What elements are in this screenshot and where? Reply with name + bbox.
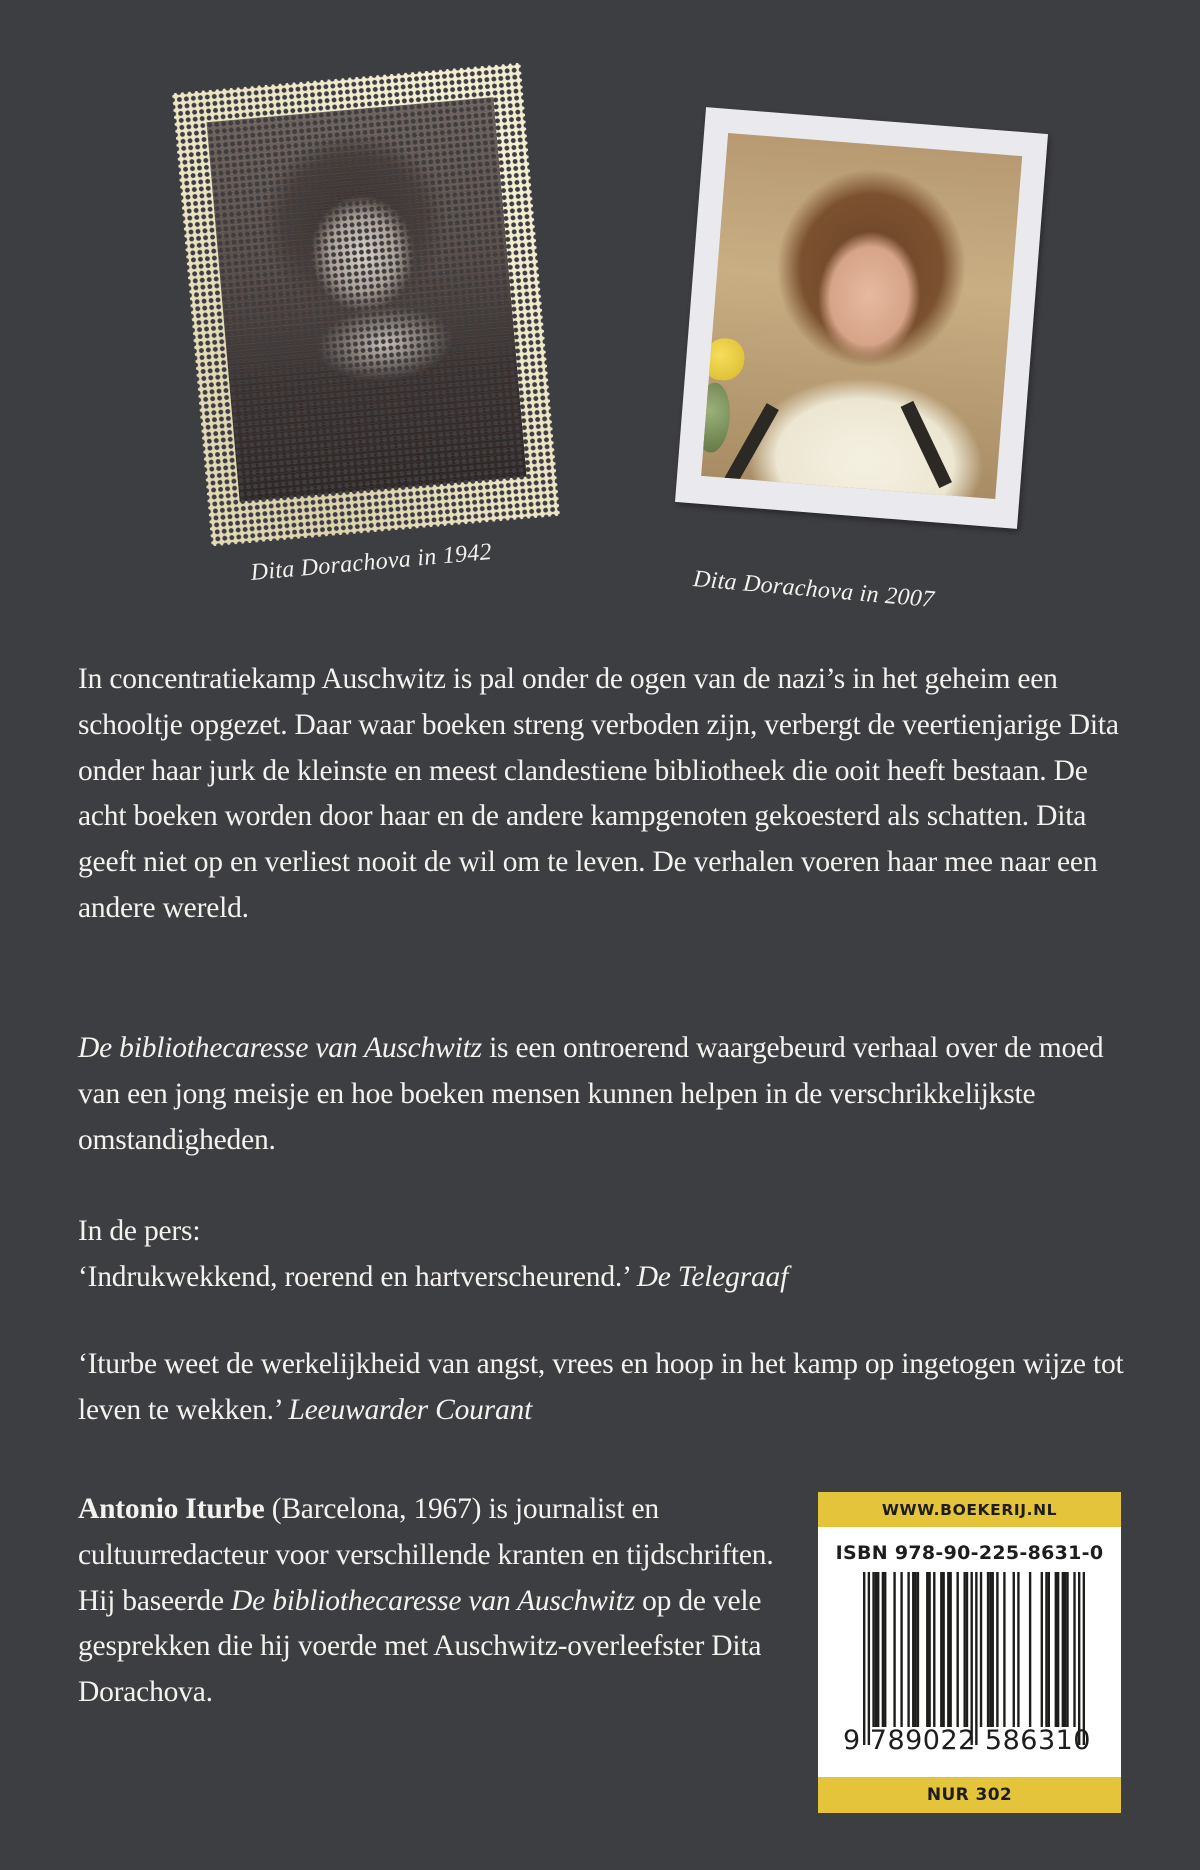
press-quote-2 [78, 1342, 1140, 1434]
isbn-label: ISBN 978-90-225-8631-0 [835, 1542, 1104, 1564]
book-title: De bibliothecaresse van Auschwitz [78, 1032, 482, 1064]
press-quote: ‘Iturbe weet de werkelijkheid van angst, vrees en hoop in het kamp op ingetogen wijze tot leven te wekken.’ Leeuwarder Courant [78, 1348, 1124, 1426]
yellow-rose [703, 337, 746, 382]
ean-digits: 9 789022 586310 [843, 1725, 1091, 1756]
bag-strap [901, 401, 952, 488]
polaroid-photo-2007 [675, 107, 1048, 529]
portrait-elderly-dita [701, 133, 1022, 499]
summary-paragraph [78, 1026, 1140, 1163]
vintage-photo-1942 [172, 63, 560, 547]
nur-code: NUR 302 [818, 1777, 1121, 1813]
portrait-young-dita [207, 97, 527, 502]
book-title: De bibliothecaresse van Auschwitz [231, 1584, 635, 1617]
press-heading: In de pers: [78, 1215, 201, 1247]
quote-source: De Telegraaf [636, 1260, 789, 1293]
publisher-website: WWW.BOEKERIJ.NL [818, 1492, 1121, 1527]
press-section [78, 1209, 1140, 1301]
ean-barcode [863, 1572, 1085, 1745]
rose-leaf [701, 381, 732, 453]
caption-2007: Dita Dorachova in 2007 [692, 566, 936, 614]
blurb-text: In concentratiekamp Auschwitz is pal onder de ogen van de nazi’s in het geheim een schooltje opgezet. Daar waar boeken streng verboden zijn, verbergt de veertienjarige Dita onder haar jurk de kleinste en meest clandestiene bibliotheek die ooit heeft bestaan. De acht boeken worden door haar en de andere kampgenoten gekoesterd als schatten. Dita geeft niet op en verliest nooit de wil om te leven. De verhalen voeren haar mee naar een andere wereld. [78, 663, 1119, 924]
blurb-paragraph [78, 657, 1140, 932]
caption-1942: Dita Dorachova in 1942 [249, 539, 493, 587]
bag-strap [722, 403, 779, 488]
author-name: Antonio Iturbe [78, 1493, 265, 1525]
press-quote: ‘Indrukwekkend, roerend en hartverscheurend.’ De Telegraaf [78, 1260, 789, 1293]
barcode-box [818, 1492, 1121, 1813]
quote-source: Leeuwarder Courant [288, 1393, 533, 1426]
summary-text: is een ontroerend waargebeurd verhaal over de moed van een jong meisje en hoe boeken mensen kunnen helpen in de verschrikkelijkste omstandigheden. [78, 1032, 1104, 1156]
author-bio: Antonio Iturbe (Barcelona, 1967) is journalist en cultuurredacteur voor verschillende kranten en tijdschriften. Hij baseerde De bibliothecaresse van Auschwitz op de vele gesprekken die hij voerde met Auschwitz-overleefster Dita Dorachova. [78, 1493, 774, 1709]
